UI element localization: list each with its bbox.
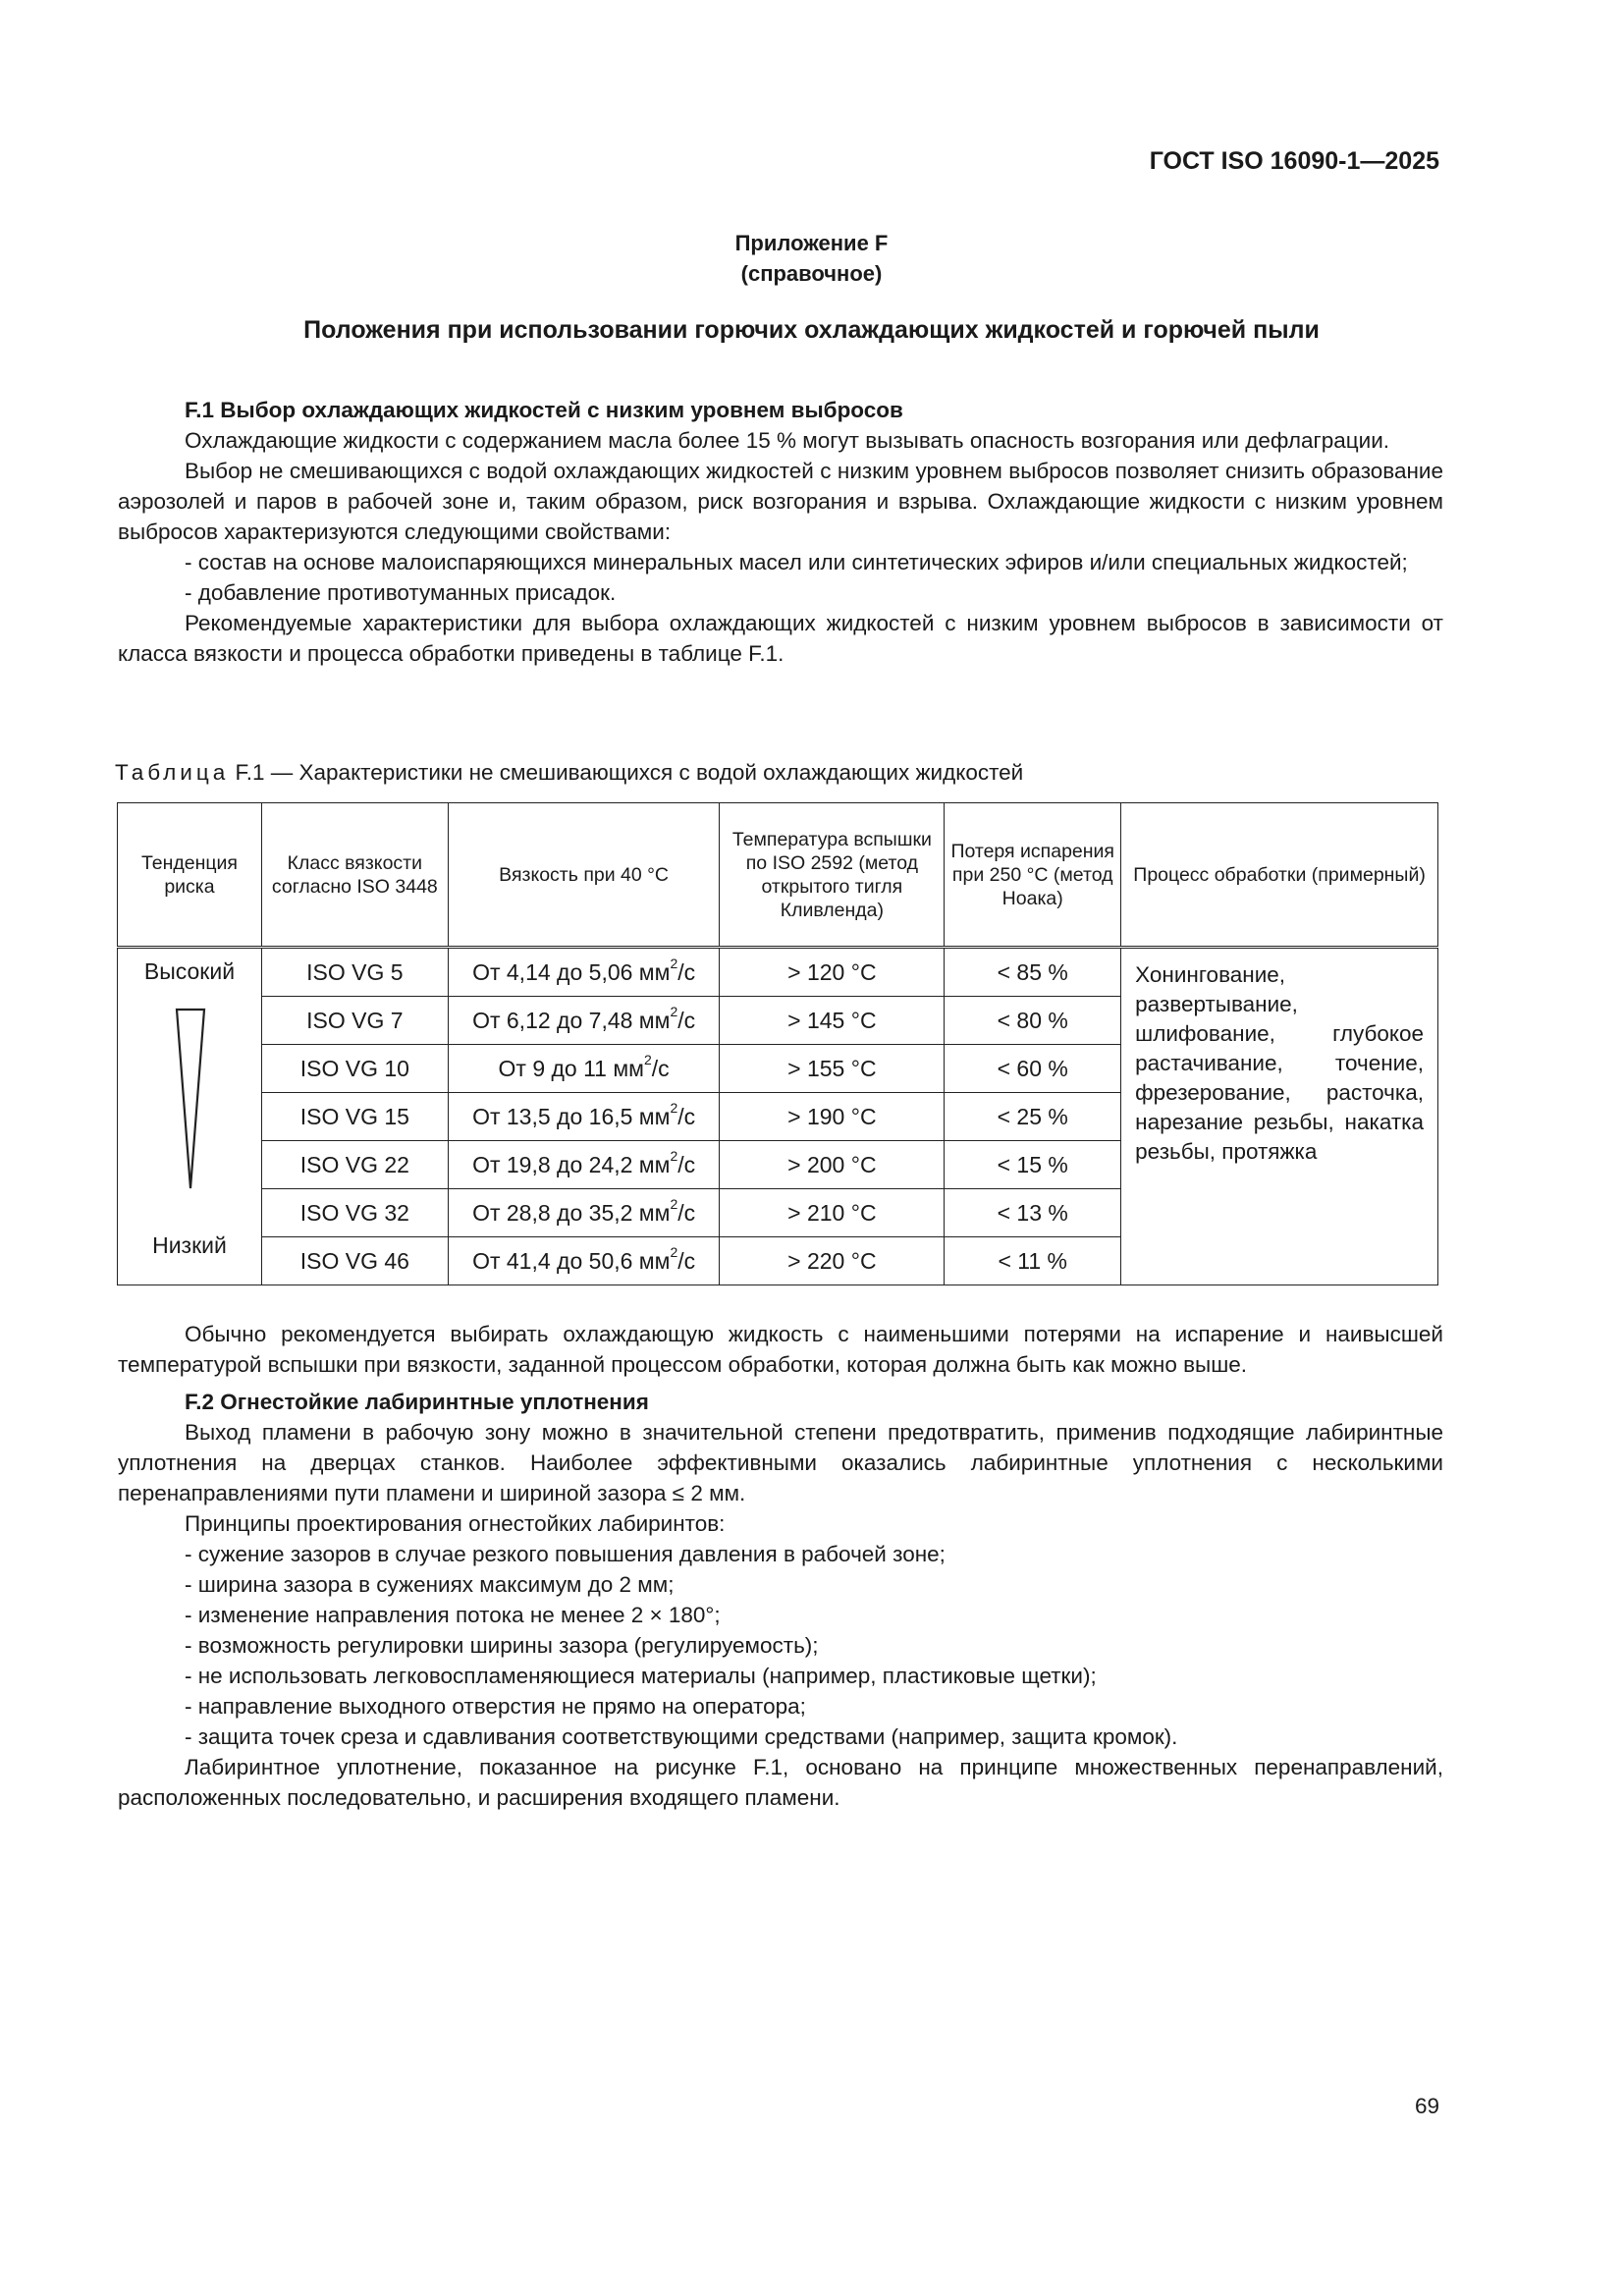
flash-cell: > 190 °С [720, 1093, 945, 1141]
viscosity-cell: От 4,14 до 5,06 $мм^2/с$ [448, 948, 720, 997]
table-caption [115, 760, 1023, 786]
loss-cell: < 80 % [945, 997, 1121, 1045]
section-f1 [118, 395, 1443, 669]
loss-cell: < 60 % [945, 1045, 1121, 1093]
viscosity-cell: От 19,8 до 24,2 $мм^2/с$ [448, 1141, 720, 1189]
risk-low-label: Низкий [152, 1232, 227, 1258]
flash-cell: > 200 °С [720, 1141, 945, 1189]
class-cell: ISO VG 22 [261, 1141, 448, 1189]
header-class: Класс вязкости согласно ISO 3448 [261, 803, 448, 948]
flash-cell: > 155 °С [720, 1045, 945, 1093]
header-viscosity: Вязкость при 40 °С [448, 803, 720, 948]
annex-title-block [0, 228, 1623, 289]
class-cell: ISO VG 32 [261, 1189, 448, 1237]
flash-cell: > 210 °С [720, 1189, 945, 1237]
viscosity-cell: От 13,5 до 16,5 $мм^2/с$ [448, 1093, 720, 1141]
coolant-table [117, 802, 1438, 1285]
section-f2 [118, 1387, 1443, 1813]
table-row [118, 948, 1438, 997]
process-cell: Хонингование, развертывание, шлифование, глубокое растачивание, точение, фрезерование, расточка, нарезание резьбы, накатка резьбы, протяжка [1121, 948, 1438, 1285]
paragraph: Принципы проектирования огнестойких лабиринтов: [185, 1511, 726, 1536]
class-cell: ISO VG 15 [261, 1093, 448, 1141]
annex-type: (справочное) [740, 261, 883, 286]
document-code: ГОСТ ISO 16090-1—2025 [1149, 147, 1439, 175]
header-risk: Тенденция риска [118, 803, 262, 948]
flash-cell: > 120 °С [720, 948, 945, 997]
paragraph: Выбор не смешивающихся с водой охлаждающих жидкостей с низким уровнем выбросов позволяет снизить образование аэрозолей и паров в рабочей зоне и, таким образом, риск возгорания и взрыва. Охлаждающие жидкости с низким уровнем выбросов характеризуются следующими свойствами: [118, 459, 1443, 544]
list-item: - направление выходного отверстия не прямо на оператора; [185, 1694, 806, 1719]
viscosity-cell: От 9 до 11 $мм^2/с$ [448, 1045, 720, 1093]
flash-cell: > 145 °С [720, 997, 945, 1045]
paragraph: Обычно рекомендуется выбирать охлаждающую жидкость с наименьшими потерями на испарение и наивысшей температурой вспышки при вязкости, заданной процессом обработки, которая должна быть как можно выше. [118, 1322, 1443, 1377]
paragraph: Лабиринтное уплотнение, показанное на рисунке F.1, основано на принципе множественных перенаправлений, расположенных последовательно, и расширения входящего пламени. [118, 1755, 1443, 1810]
section-heading-f2: F.2 Огнестойкие лабиринтные уплотнения [185, 1390, 649, 1414]
list-item: - защита точек среза и сдавливания соответствующими средствами (например, защита кромок). [185, 1724, 1178, 1749]
annex-heading: Положения при использовании горючих охлаждающих жидкостей и горючей пыли [303, 316, 1320, 344]
section-heading-f1: F.1 Выбор охлаждающих жидкостей с низким уровнем выбросов [185, 398, 903, 422]
viscosity-cell: От 6,12 до 7,48 $мм^2/с$ [448, 997, 720, 1045]
list-item: - добавление противотуманных присадок. [185, 580, 617, 605]
class-cell: ISO VG 7 [261, 997, 448, 1045]
loss-cell: < 15 % [945, 1141, 1121, 1189]
viscosity-cell: От 41,4 до 50,6 $мм^2/с$ [448, 1237, 720, 1285]
paragraph: Охлаждающие жидкости с содержанием масла более 15 % могут вызывать опасность возгорания или дефлаграции. [185, 428, 1390, 453]
class-cell: ISO VG 46 [261, 1237, 448, 1285]
loss-cell: < 11 % [945, 1237, 1121, 1285]
viscosity-cell: От 28,8 до 35,2 $мм^2/с$ [448, 1189, 720, 1237]
table-header-row [118, 803, 1438, 948]
list-item: - сужение зазоров в случае резкого повышения давления в рабочей зоне; [185, 1542, 946, 1566]
risk-cell [118, 948, 262, 1285]
paragraph: Рекомендуемые характеристики для выбора охлаждающих жидкостей с низким уровнем выбросов в зависимости от класса вязкости и процесса обработки приведены в таблице F.1. [118, 611, 1443, 666]
table-caption-text: F.1 — Характеристики не смешивающихся с водой охлаждающих жидкостей [235, 760, 1024, 785]
flash-cell: > 220 °С [720, 1237, 945, 1285]
risk-trend-icon [174, 1006, 207, 1192]
list-item: - возможность регулировки ширины зазора (регулируемость); [185, 1633, 819, 1658]
header-flash: Температура вспышки по ISO 2592 (метод открытого тигля Кливленда) [720, 803, 945, 948]
list-item: - изменение направления потока не менее 2 × 180°; [185, 1603, 721, 1627]
annex-title: Приложение F [734, 231, 889, 255]
class-cell: ISO VG 5 [261, 948, 448, 997]
list-item: - не использовать легковоспламеняющиеся материалы (например, пластиковые щетки); [185, 1664, 1097, 1688]
after-table-text [118, 1319, 1443, 1380]
header-process: Процесс обработки (примерный) [1121, 803, 1438, 948]
list-item: - состав на основе малоиспаряющихся минеральных масел или синтетических эфиров и/или специальных жидкостей; [185, 550, 1408, 574]
loss-cell: < 25 % [945, 1093, 1121, 1141]
paragraph: Выход пламени в рабочую зону можно в значительной степени предотвратить, применив подходящие лабиринтные уплотнения на дверцах станков. Наиболее эффективными оказались лабиринтные уплотнения с несколькими перенаправлениями пути пламени и шириной зазора ≤ 2 мм. [118, 1420, 1443, 1505]
loss-cell: < 13 % [945, 1189, 1121, 1237]
page-number: 69 [1414, 2094, 1439, 2118]
table-caption-word: Таблица [115, 760, 230, 785]
risk-high-label: Высокий [143, 958, 236, 984]
list-item: - ширина зазора в сужениях максимум до 2 мм; [185, 1572, 675, 1597]
loss-cell: < 85 % [945, 948, 1121, 997]
class-cell: ISO VG 10 [261, 1045, 448, 1093]
header-loss: Потеря испарения при 250 °С (метод Ноака) [945, 803, 1121, 948]
